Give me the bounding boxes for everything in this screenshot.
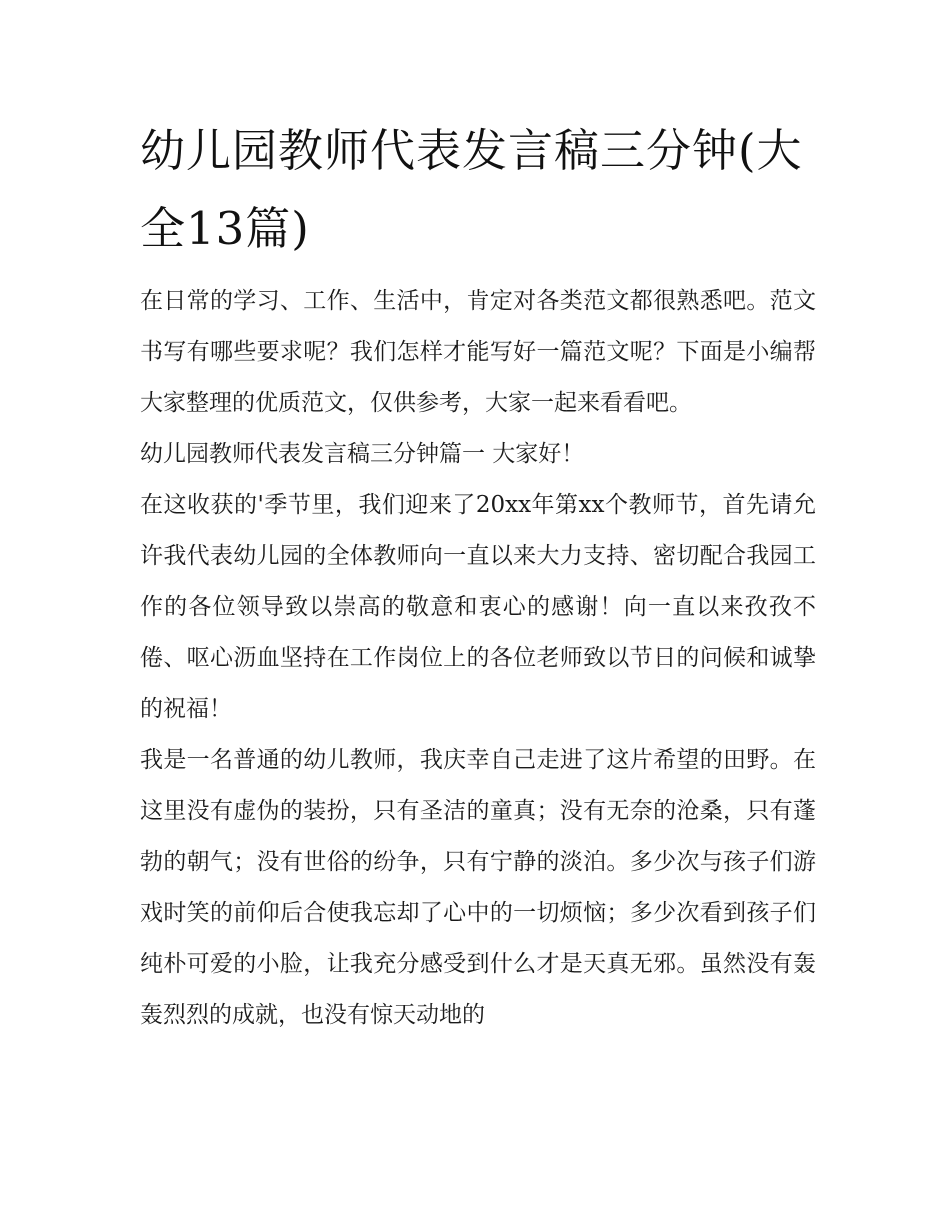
paragraph-section-heading: 幼儿园教师代表发言稿三分钟篇一 大家好！ — [140, 441, 585, 467]
paragraph-intro: 在日常的学习、工作、生活中，肯定对各类范文都很熟悉吧。范文书写有哪些要求呢？我们怎样才能写好一篇范文呢？下面是小编帮大家整理的优质范文，仅供参考，大家一起来看看吧。 — [140, 288, 816, 416]
document-title: 幼儿园教师代表发言稿三分钟(大全13篇) — [140, 124, 803, 255]
paragraph-self-intro: 我是一名普通的幼儿教师，我庆幸自己走进了这片希望的田野。在这里没有虚伪的装扮，只有圣洁的童真；没有无奈的沧桑，只有蓬勃的朝气；没有世俗的纷争，只有宁静的淡泊。多少次与孩子们游戏时笑的前仰后合使我忘却了心中的一切烦恼；多少次看到孩子们纯朴可爱的小脸，让我充分感受到什么才是天真无邪。虽然没有轰轰烈烈的成就，也没有惊天动地的 — [140, 747, 816, 1028]
paragraph-greeting: 在这收获的'季节里，我们迎来了20xx年第xx个教师节，首先请允许我代表幼儿园的全体教师向一直以来大力支持、密切配合我园工作的各位领导致以崇高的敬意和衷心的感谢！向一直以来孜孜不倦、呕心沥血坚持在工作岗位上的各位老师致以节日的问候和诚挚的祝福！ — [140, 492, 816, 722]
document-body — [140, 276, 816, 1041]
